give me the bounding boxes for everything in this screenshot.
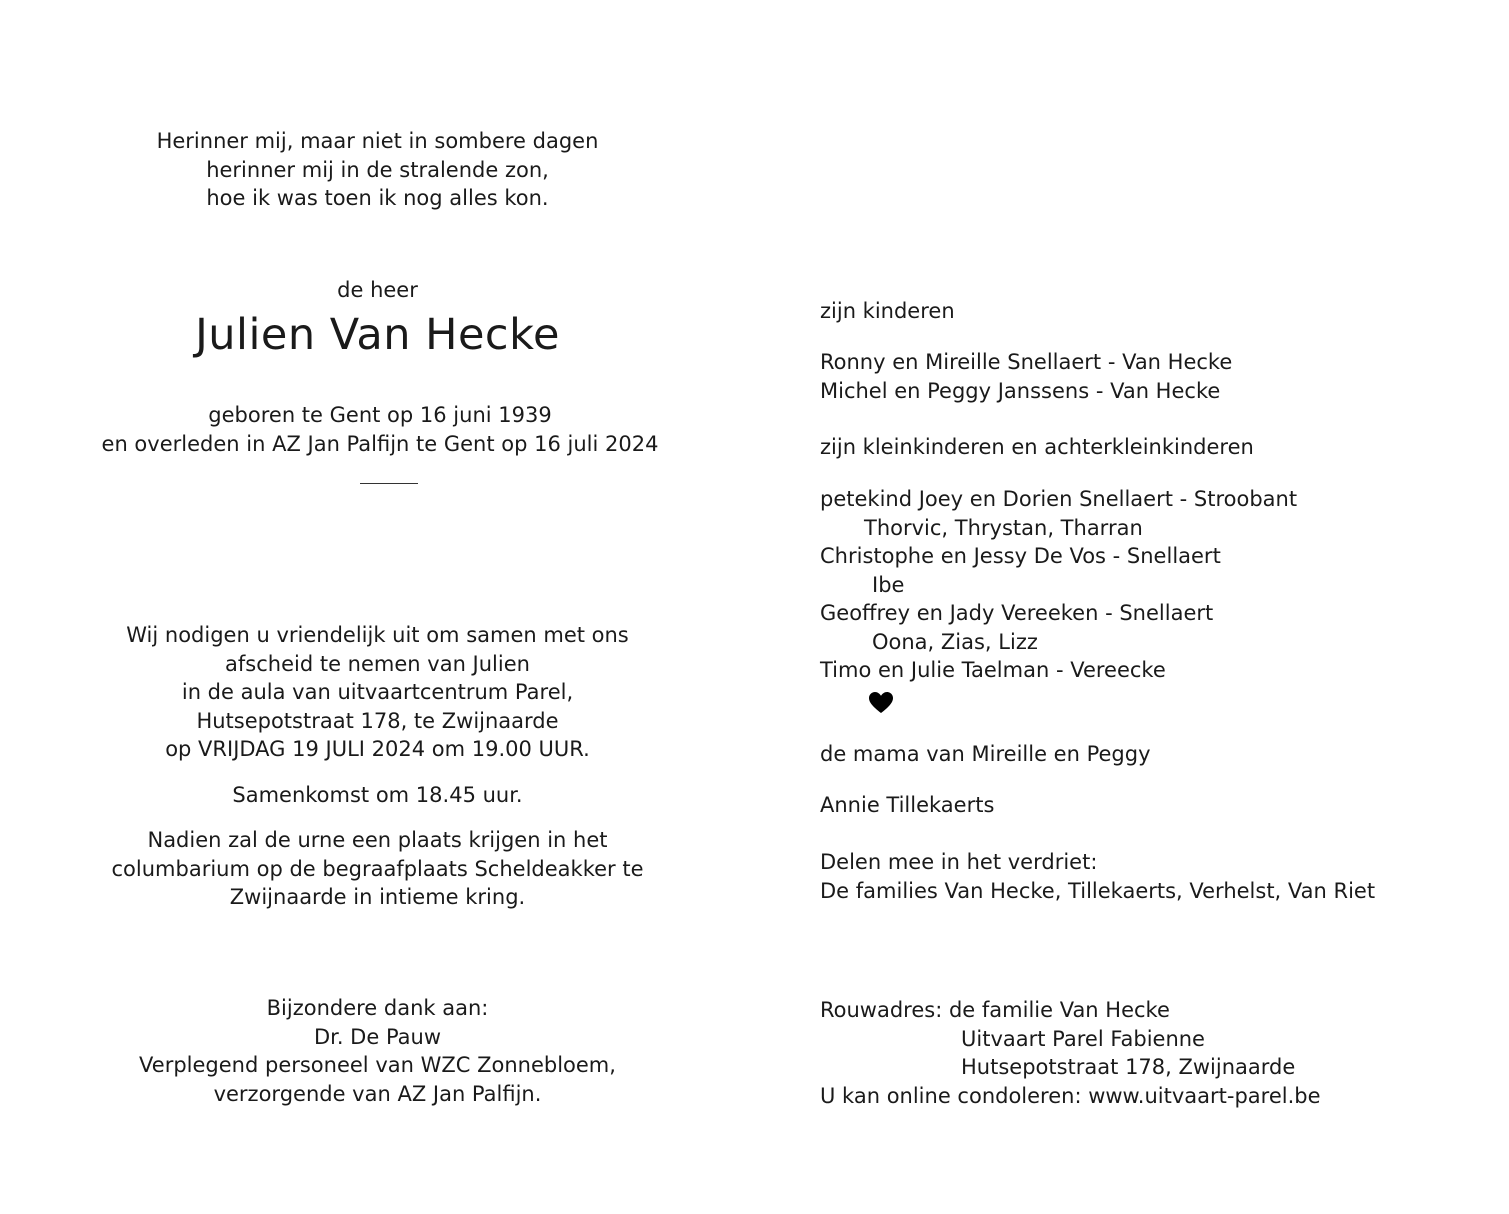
child-entry: Ronny en Mireille Snellaert - Van Hecke — [820, 350, 1233, 374]
great-grandchildren: Thorvic, Thrystan, Tharran — [864, 515, 1143, 540]
invitation-line: afscheid te nemen van Julien — [225, 651, 530, 676]
great-grandchildren: Oona, Zias, Lizz — [872, 629, 1038, 654]
special-thanks — [60, 994, 695, 1108]
grandchild-entry: petekind Joey en Dorien Snellaert - Stroobant — [820, 487, 1298, 511]
sharing-grief — [820, 848, 1375, 905]
online-condolence: U kan online condoleren: www.uitvaart-parel.be — [820, 1083, 1321, 1108]
grandchild-entry: Christophe en Jessy De Vos - Snellaert — [820, 544, 1221, 568]
grandchildren-heading: zijn kleinkinderen en achterkleinkinderen — [820, 435, 1254, 459]
poem-line: herinner mij in de stralende zon, — [206, 157, 549, 182]
honorific: de heer — [337, 278, 418, 302]
urn-line: Nadien zal de urne een plaats krijgen in het — [147, 828, 608, 852]
urn-line: columbarium op de begraafplaats Scheldeakker te — [111, 856, 644, 881]
address-line: Rouwadres: de familie Van Hecke — [820, 998, 1170, 1022]
address-line: Uitvaart Parel Fabienne — [961, 1026, 1205, 1051]
gathering-time: Samenkomst om 18.45 uur. — [232, 783, 523, 807]
deceased-title — [70, 276, 685, 364]
grandchildren-list — [820, 485, 1297, 717]
thanks-line: Dr. De Pauw — [313, 1024, 442, 1049]
poem-line: Herinner mij, maar niet in sombere dagen — [156, 129, 599, 153]
child-entry: Michel en Peggy Janssens - Van Hecke — [820, 378, 1221, 403]
invitation — [60, 621, 695, 764]
children-list — [820, 348, 1232, 405]
mama-name: Annie Tillekaerts — [820, 793, 995, 817]
thanks-line: verzorgende van AZ Jan Palfijn. — [213, 1081, 542, 1106]
birth-line: geboren te Gent op 16 juni 1939 — [208, 403, 552, 427]
invitation-line: Hutsepotstraat 178, te Zwijnaarde — [196, 708, 559, 733]
poem — [100, 127, 655, 213]
thanks-line: Bijzondere dank aan: — [266, 996, 489, 1020]
sharing-families: De families Van Hecke, Tillekaerts, Verhelst, Van Riet — [820, 878, 1376, 903]
deceased-name: Julien Van Hecke — [195, 310, 560, 360]
sharing-heading: Delen mee in het verdriet: — [820, 850, 1098, 874]
grandchild-entry: Geoffrey en Jady Vereeken - Snellaert — [820, 601, 1214, 625]
heart-line — [820, 685, 1297, 717]
mama-heading: de mama van Mireille en Peggy — [820, 742, 1151, 766]
urn-line: Zwijnaarde in intieme kring. — [229, 885, 526, 909]
thanks-line: Verplegend personeel van WZC Zonnebloem, — [139, 1053, 616, 1077]
address-line: Hutsepotstraat 178, Zwijnaarde — [961, 1055, 1296, 1079]
divider — [360, 483, 418, 484]
invitation-line: in de aula van uitvaartcentrum Parel, — [181, 680, 574, 704]
mourning-address — [820, 996, 1321, 1110]
children-heading: zijn kinderen — [820, 299, 955, 323]
urn-notice — [60, 826, 695, 912]
invitation-line: Wij nodigen u vriendelijk uit om samen met ons — [126, 623, 629, 647]
heart-icon — [868, 691, 894, 715]
grandchild-entry: Timo en Julie Taelman - Vereecke — [820, 658, 1166, 682]
death-line: en overleden in AZ Jan Palfijn te Gent op 16 juli 2024 — [101, 431, 659, 456]
poem-line: hoe ik was toen ik nog alles kon. — [206, 186, 549, 210]
invitation-line: op VRIJDAG 19 JULI 2024 om 19.00 UUR. — [165, 737, 590, 761]
great-grandchildren: Ibe — [872, 572, 905, 597]
life-dates — [60, 401, 700, 458]
